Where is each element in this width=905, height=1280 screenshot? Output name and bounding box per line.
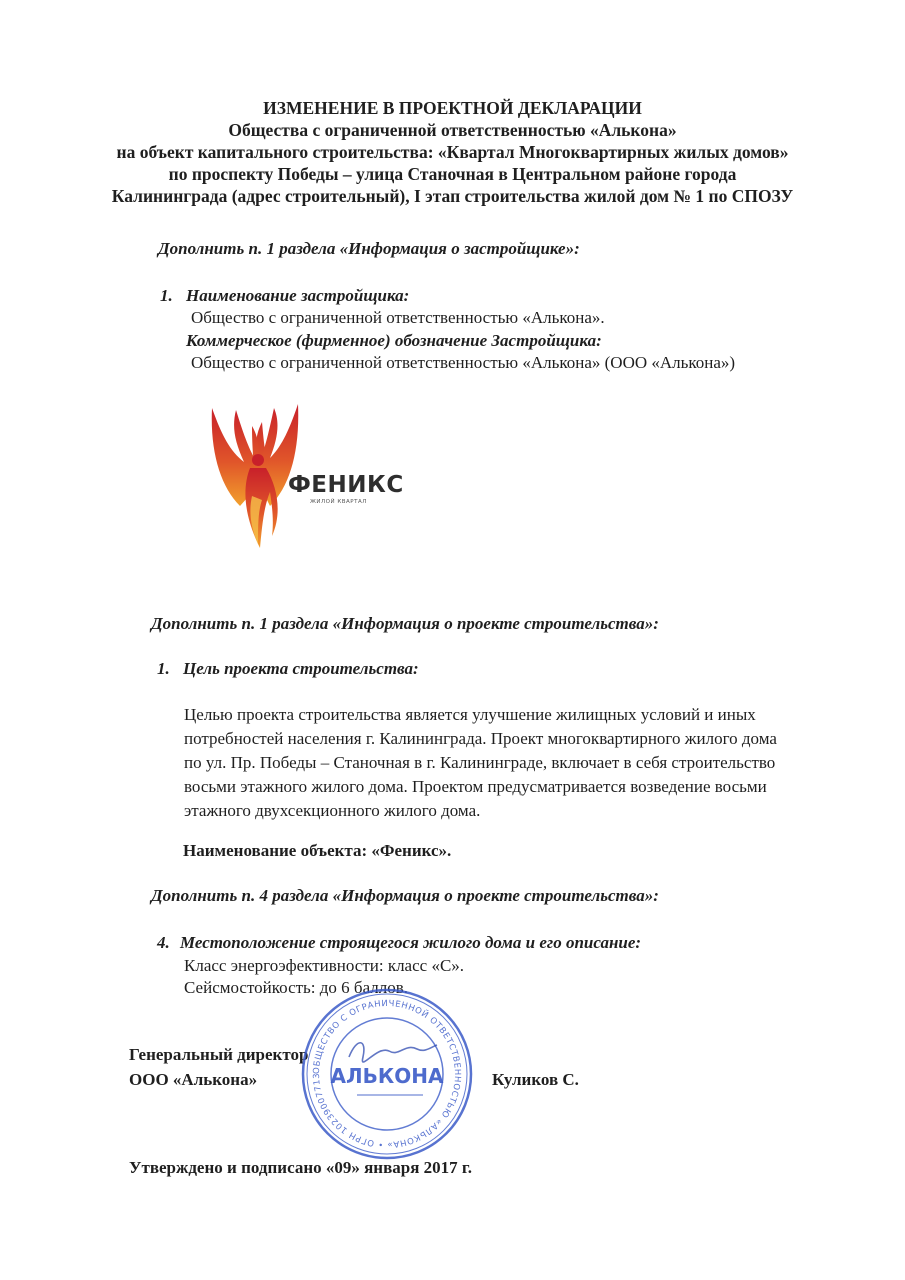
project-goal-line: этажного двухсекционного жилого дома. bbox=[184, 801, 481, 820]
stamp-center-text: АЛЬКОНА bbox=[330, 1064, 444, 1088]
section-heading-project: Дополнить п. 1 раздела «Информация о проекте строительства»: bbox=[151, 614, 659, 633]
seismic-resistance: Сейсмостойкость: до 6 баллов. bbox=[184, 978, 409, 997]
signer-position: Генеральный директор bbox=[129, 1045, 309, 1064]
signer-name: Куликов С. bbox=[492, 1070, 579, 1089]
approval-date: Утверждено и подписано «09» января 2017 г. bbox=[129, 1158, 472, 1177]
project-goal-label: Цель проекта строительства: bbox=[183, 659, 419, 678]
item-number: 4. bbox=[157, 933, 170, 952]
developer-name-value: Общество с ограниченной ответственностью «Алькона». bbox=[191, 308, 605, 327]
feniks-logo bbox=[200, 396, 415, 556]
signer-company: ООО «Алькона» bbox=[129, 1070, 258, 1089]
title-stage-line: Калининграда (адрес строительный), I этап строительства жилой дом № 1 по СПОЗУ bbox=[111, 186, 794, 206]
company-stamp bbox=[297, 987, 477, 1162]
project-goal-line: потребностей населения г. Калининграда. Проект многоквартирного жилого дома bbox=[184, 729, 777, 748]
logo-tagline: ЖИЛОЙ КВАРТАЛ bbox=[310, 499, 367, 505]
title-address-line: по проспекту Победы – улица Станочная в Центральном районе города bbox=[168, 164, 737, 184]
project-goal-line: по ул. Пр. Победы – Станочная в г. Калининграде, включает в себя строительство bbox=[184, 753, 776, 772]
section-heading-developer: Дополнить п. 1 раздела «Информация о застройщике»: bbox=[158, 239, 580, 258]
logo-brand-text: ФЕНИКС bbox=[288, 472, 404, 498]
object-name: Наименование объекта: «Феникс». bbox=[183, 841, 452, 860]
title-company-line: Общества с ограниченной ответственностью «Алькона» bbox=[228, 120, 677, 140]
signature-scribble bbox=[349, 1043, 437, 1062]
commercial-name-value: Общество с ограниченной ответственностью «Алькона» (ООО «Алькона») bbox=[191, 353, 736, 372]
location-label: Местоположение строящегося жилого дома и его описание: bbox=[180, 933, 642, 952]
developer-name-label: Наименование застройщика: bbox=[186, 286, 410, 305]
project-goal-line: восьми этажного жилого дома. Проектом предусматривается возведение восьми bbox=[184, 777, 767, 796]
title-object-line: на объект капитального строительства: «Квартал Многоквартирных жилых домов» bbox=[116, 142, 789, 162]
energy-class: Класс энергоэфективности: класс «С». bbox=[184, 956, 465, 975]
project-goal-line: Целью проекта строительства является улучшение жилищных условий и иных bbox=[184, 705, 756, 724]
document-title: ИЗМЕНЕНИЕ В ПРОЕКТНОЙ ДЕКЛАРАЦИИ bbox=[263, 98, 642, 118]
section-heading-location: Дополнить п. 4 раздела «Информация о проекте строительства»: bbox=[151, 886, 659, 905]
stamp-ring-text: ОБЩЕСТВО С ОГРАНИЧЕННОЙ ОТВЕТСТВЕННОСТЬЮ «АЛЬКОНА» • ОГРН 10239007713 bbox=[311, 998, 463, 1150]
commercial-name-label: Коммерческое (фирменное) обозначение Застройщика: bbox=[186, 331, 602, 350]
item-number: 1. bbox=[157, 659, 170, 678]
item-number: 1. bbox=[160, 286, 173, 305]
